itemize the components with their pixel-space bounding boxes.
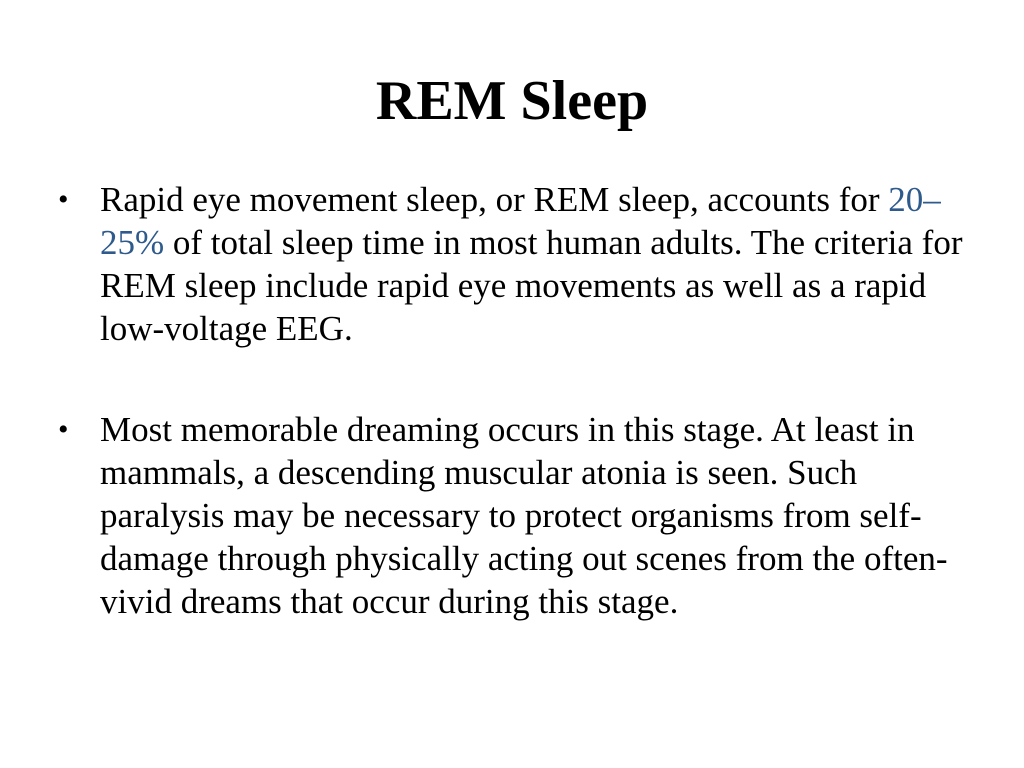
bullet-item-dreaming [56, 408, 976, 623]
percentage-link[interactable]: 20–25% [100, 180, 941, 262]
bullet-dot-icon: • [58, 183, 69, 216]
bullet-text: Most memorable dreaming occurs in this stage. At least in mammals, a descending muscular atonia is seen. Such paralysis may be necessary to protect organisms from self-damage through physically acting out scenes from the often-vivid dreams that occur during this stage. [100, 410, 948, 621]
slide-title: REM Sleep [375, 70, 649, 132]
bullet-dot-icon: • [58, 413, 69, 446]
bullet-list [56, 178, 976, 623]
bullet-text-end: of total sleep time in most human adults. The criteria for REM sleep include rapid eye movements as well as a rapid low-voltage EEG. [100, 223, 963, 348]
bullet-text-start: Rapid eye movement sleep, or REM sleep, accounts for [100, 180, 889, 219]
bullet-item-rem-definition [56, 178, 976, 350]
